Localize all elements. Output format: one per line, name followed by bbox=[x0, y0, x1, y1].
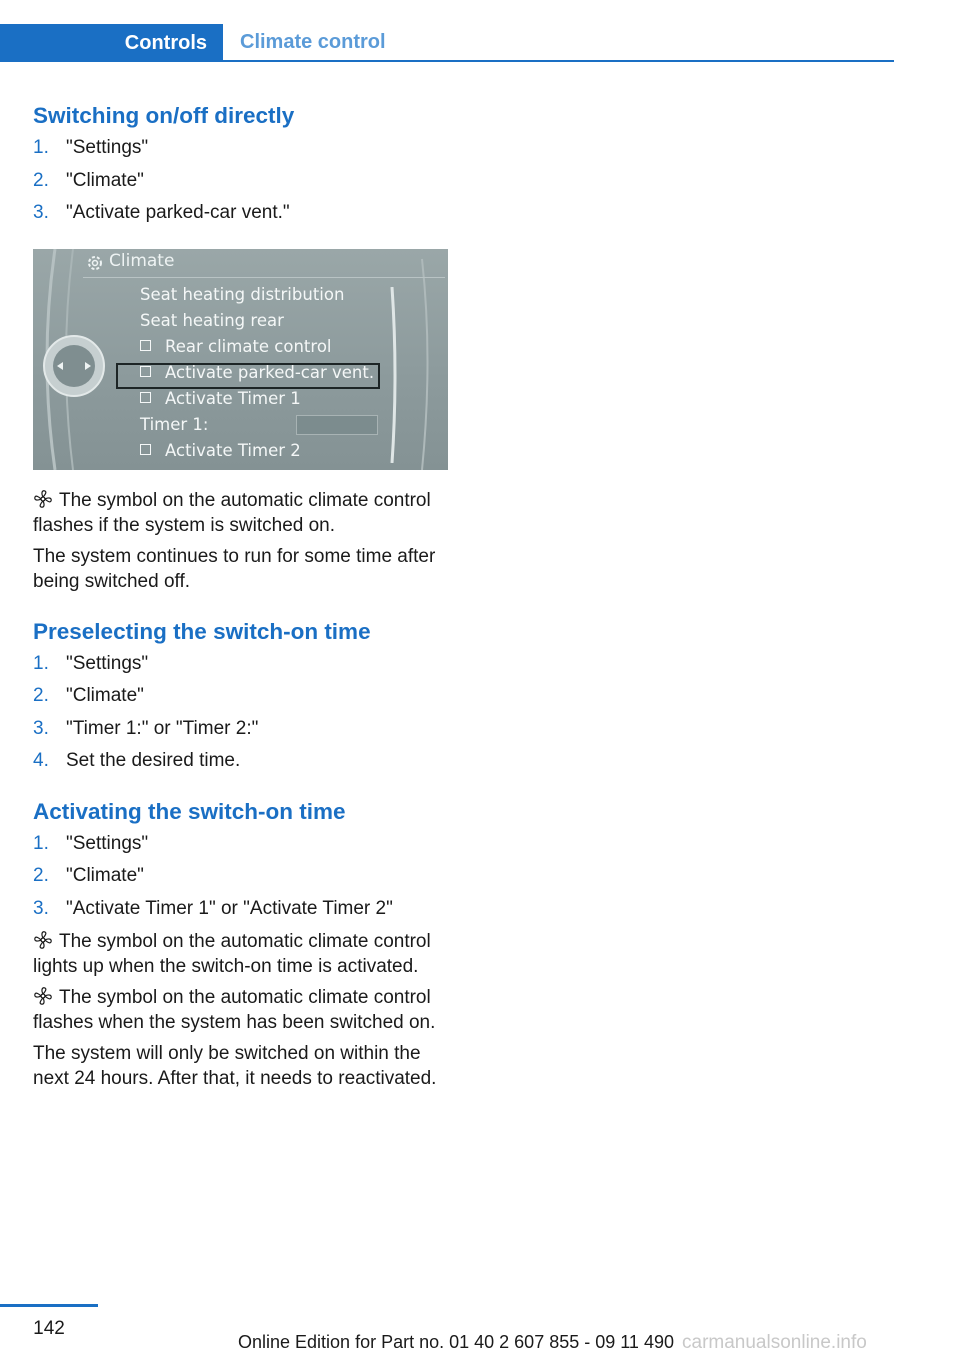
page-number: 142 bbox=[33, 1318, 65, 1339]
menu-item-label: Rear climate control bbox=[165, 336, 332, 356]
list-item bbox=[33, 893, 451, 926]
paragraph-symbol-lights-up bbox=[33, 929, 451, 979]
steps-activating bbox=[33, 828, 451, 926]
menu-item-label: Activate Timer 1 bbox=[165, 388, 301, 408]
step-text: "Settings" bbox=[66, 832, 149, 854]
paragraph-symbol-flashes bbox=[33, 488, 451, 538]
paragraph-symbol-flashes-switched-on bbox=[33, 985, 451, 1035]
step-number: 1. bbox=[33, 652, 49, 674]
menu-item-activate-timer-1[interactable] bbox=[140, 389, 301, 408]
step-number: 2. bbox=[33, 685, 49, 706]
watermark: carmanualsonline.info bbox=[682, 1332, 867, 1353]
list-item bbox=[33, 680, 451, 713]
heading-preselecting-switch-on-time: Preselecting the switch-on time bbox=[33, 618, 371, 644]
fan-icon bbox=[33, 489, 53, 509]
footer-edition: Online Edition for Part no. 01 40 2 607 855 - 09 11 490 bbox=[238, 1332, 674, 1352]
checkbox-icon bbox=[140, 340, 151, 351]
menu-item-seat-heating-rear[interactable] bbox=[140, 311, 284, 330]
step-text: "Settings" bbox=[66, 137, 149, 158]
step-text: "Climate" bbox=[66, 169, 144, 191]
step-number: 2. bbox=[33, 865, 49, 886]
list-item bbox=[33, 860, 451, 893]
step-text: "Activate Timer 1" or "Activate Timer 2" bbox=[66, 897, 393, 919]
step-text: Set the desired time. bbox=[66, 750, 241, 771]
main-column bbox=[33, 100, 451, 1091]
step-number: 4. bbox=[33, 750, 49, 771]
step-number: 3. bbox=[33, 717, 49, 739]
list-item bbox=[33, 132, 451, 165]
fan-icon bbox=[33, 986, 53, 1006]
heading-activating-switch-on-time: Activating the switch-on time bbox=[33, 798, 346, 824]
steps-switching-on-off bbox=[33, 132, 451, 230]
paragraph-runs-after-off: The system continues to run for some time after being switched off. bbox=[33, 545, 436, 592]
list-item bbox=[33, 828, 451, 861]
menu-item-label: Seat heating distribution bbox=[140, 284, 345, 304]
list-item bbox=[33, 197, 451, 230]
page-header bbox=[0, 24, 894, 62]
step-number: 1. bbox=[33, 137, 49, 158]
idrive-climate-screenshot bbox=[33, 249, 448, 470]
paragraph-text: The symbol on the automatic climate control lights up when the switch-on time is activated. bbox=[33, 931, 431, 977]
step-text: "Activate parked-car vent." bbox=[66, 202, 290, 223]
paragraph-24-hours: The system will only be switched on within the next 24 hours. After that, it needs to reactivated. bbox=[33, 1043, 437, 1089]
checkbox-icon bbox=[140, 444, 151, 455]
step-number: 1. bbox=[33, 832, 49, 854]
list-item bbox=[33, 713, 451, 746]
step-number: 2. bbox=[33, 169, 49, 191]
step-text: "Settings" bbox=[66, 652, 149, 674]
step-text: "Timer 1:" or "Timer 2:" bbox=[66, 717, 259, 739]
step-number: 3. bbox=[33, 202, 49, 223]
menu-item-rear-climate-control[interactable] bbox=[140, 337, 332, 356]
steps-preselecting bbox=[33, 648, 451, 778]
scrollbar[interactable] bbox=[389, 287, 399, 463]
menu-item-label: Activate parked-car vent. bbox=[165, 362, 375, 382]
timer-1-value-field[interactable] bbox=[296, 415, 378, 435]
selection-highlight bbox=[116, 363, 380, 389]
paragraph-text: The symbol on the automatic climate control flashes if the system is switched on. bbox=[33, 489, 431, 536]
controller-knob-icon bbox=[41, 333, 107, 399]
fan-icon bbox=[33, 930, 53, 950]
screen-title: Climate bbox=[109, 250, 175, 271]
list-item bbox=[33, 165, 451, 198]
step-text: "Climate" bbox=[66, 685, 144, 706]
heading-switching-on-off: Switching on/off directly bbox=[33, 103, 295, 128]
chapter-tab-controls[interactable]: Controls bbox=[0, 24, 223, 62]
list-item bbox=[33, 745, 451, 778]
step-text: "Climate" bbox=[66, 865, 144, 886]
gear-icon bbox=[85, 253, 105, 273]
paragraph-text: The symbol on the automatic climate control flashes when the system has been switched on. bbox=[33, 987, 436, 1033]
menu-item-label: Seat heating rear bbox=[140, 310, 284, 330]
step-number: 3. bbox=[33, 897, 49, 919]
list-item bbox=[33, 648, 451, 681]
section-tab-climate-control[interactable]: Climate control bbox=[240, 30, 386, 53]
menu-item-label: Timer 1: bbox=[140, 414, 209, 434]
menu-item-timer-1[interactable] bbox=[140, 415, 208, 434]
menu-item-label: Activate Timer 2 bbox=[165, 440, 301, 460]
menu-item-seat-heating-distribution[interactable] bbox=[140, 285, 344, 304]
checkbox-icon bbox=[140, 392, 151, 403]
footer-rule bbox=[0, 1304, 98, 1307]
menu-item-activate-timer-2[interactable] bbox=[140, 441, 301, 460]
screen-title-bar bbox=[83, 249, 445, 278]
